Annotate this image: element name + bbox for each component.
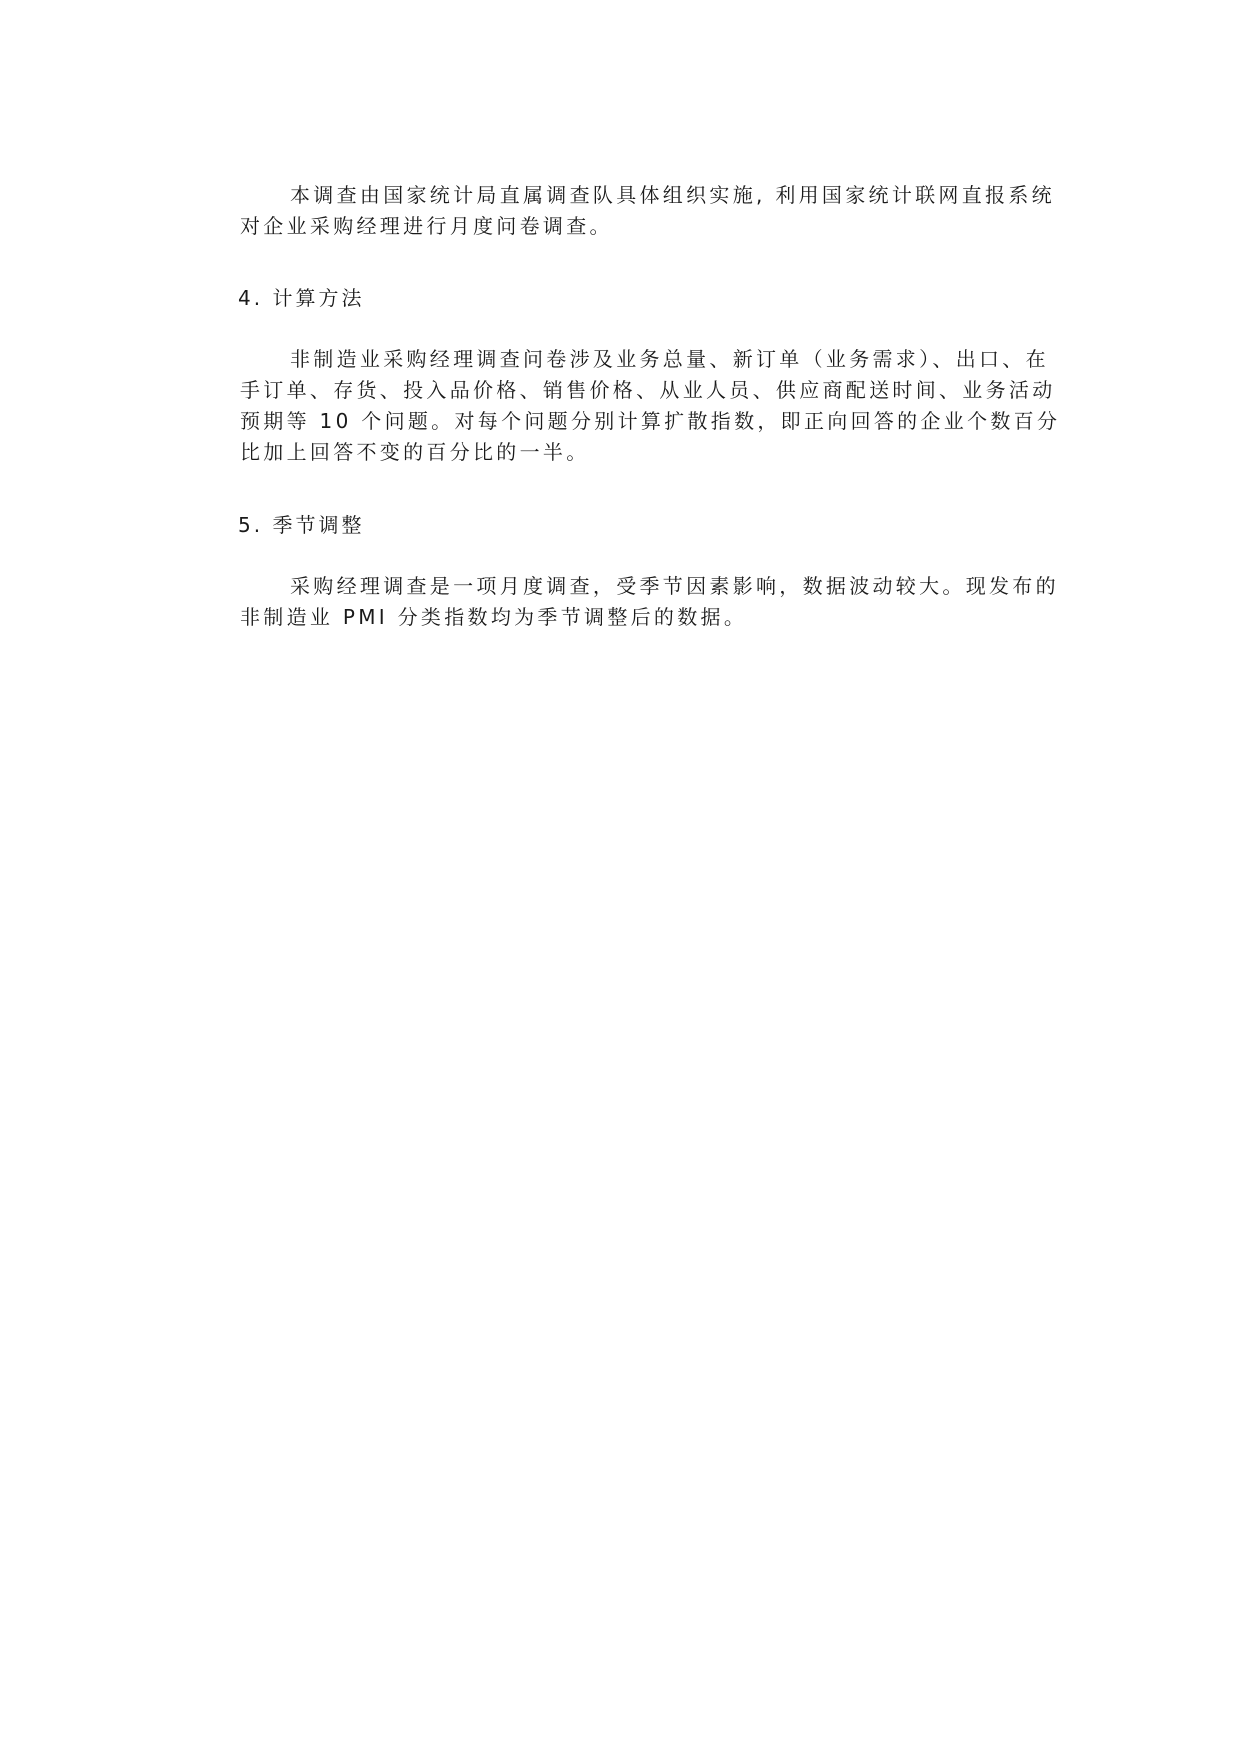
paragraph-survey-implementation xyxy=(190,180,1055,242)
paragraph-line: 预期等 10 个问题。对每个问题分别计算扩散指数，即正向回答的企业个数百分 xyxy=(240,409,1061,433)
paragraph-line: 采购经理调查是一项月度调查，受季节因素影响，数据波动较大。现发布的 xyxy=(290,574,1059,598)
paragraph-line: 非制造业采购经理调查问卷涉及业务总量、新订单（业务需求）、出口、在 xyxy=(290,347,1049,371)
paragraph-line: 本调查由国家统计局直属调查队具体组织实施, 利用国家统计联网直报系统 xyxy=(290,183,1055,207)
section-heading-calculation-method: 4. 计算方法 xyxy=(238,286,365,310)
section-heading-seasonal-adjustment: 5. 季节调整 xyxy=(238,513,365,537)
paragraph-line: 非制造业 PMI 分类指数均为季节调整后的数据。 xyxy=(240,605,748,629)
paragraph-calculation-method xyxy=(190,344,1061,468)
paragraph-line: 比加上回答不变的百分比的一半。 xyxy=(240,440,590,464)
paragraph-seasonal-adjustment xyxy=(190,571,1059,633)
paragraph-line: 对企业采购经理进行月度问卷调查。 xyxy=(240,214,613,238)
paragraph-line: 手订单、存货、投入品价格、销售价格、从业人员、供应商配送时间、业务活动 xyxy=(240,378,1056,402)
